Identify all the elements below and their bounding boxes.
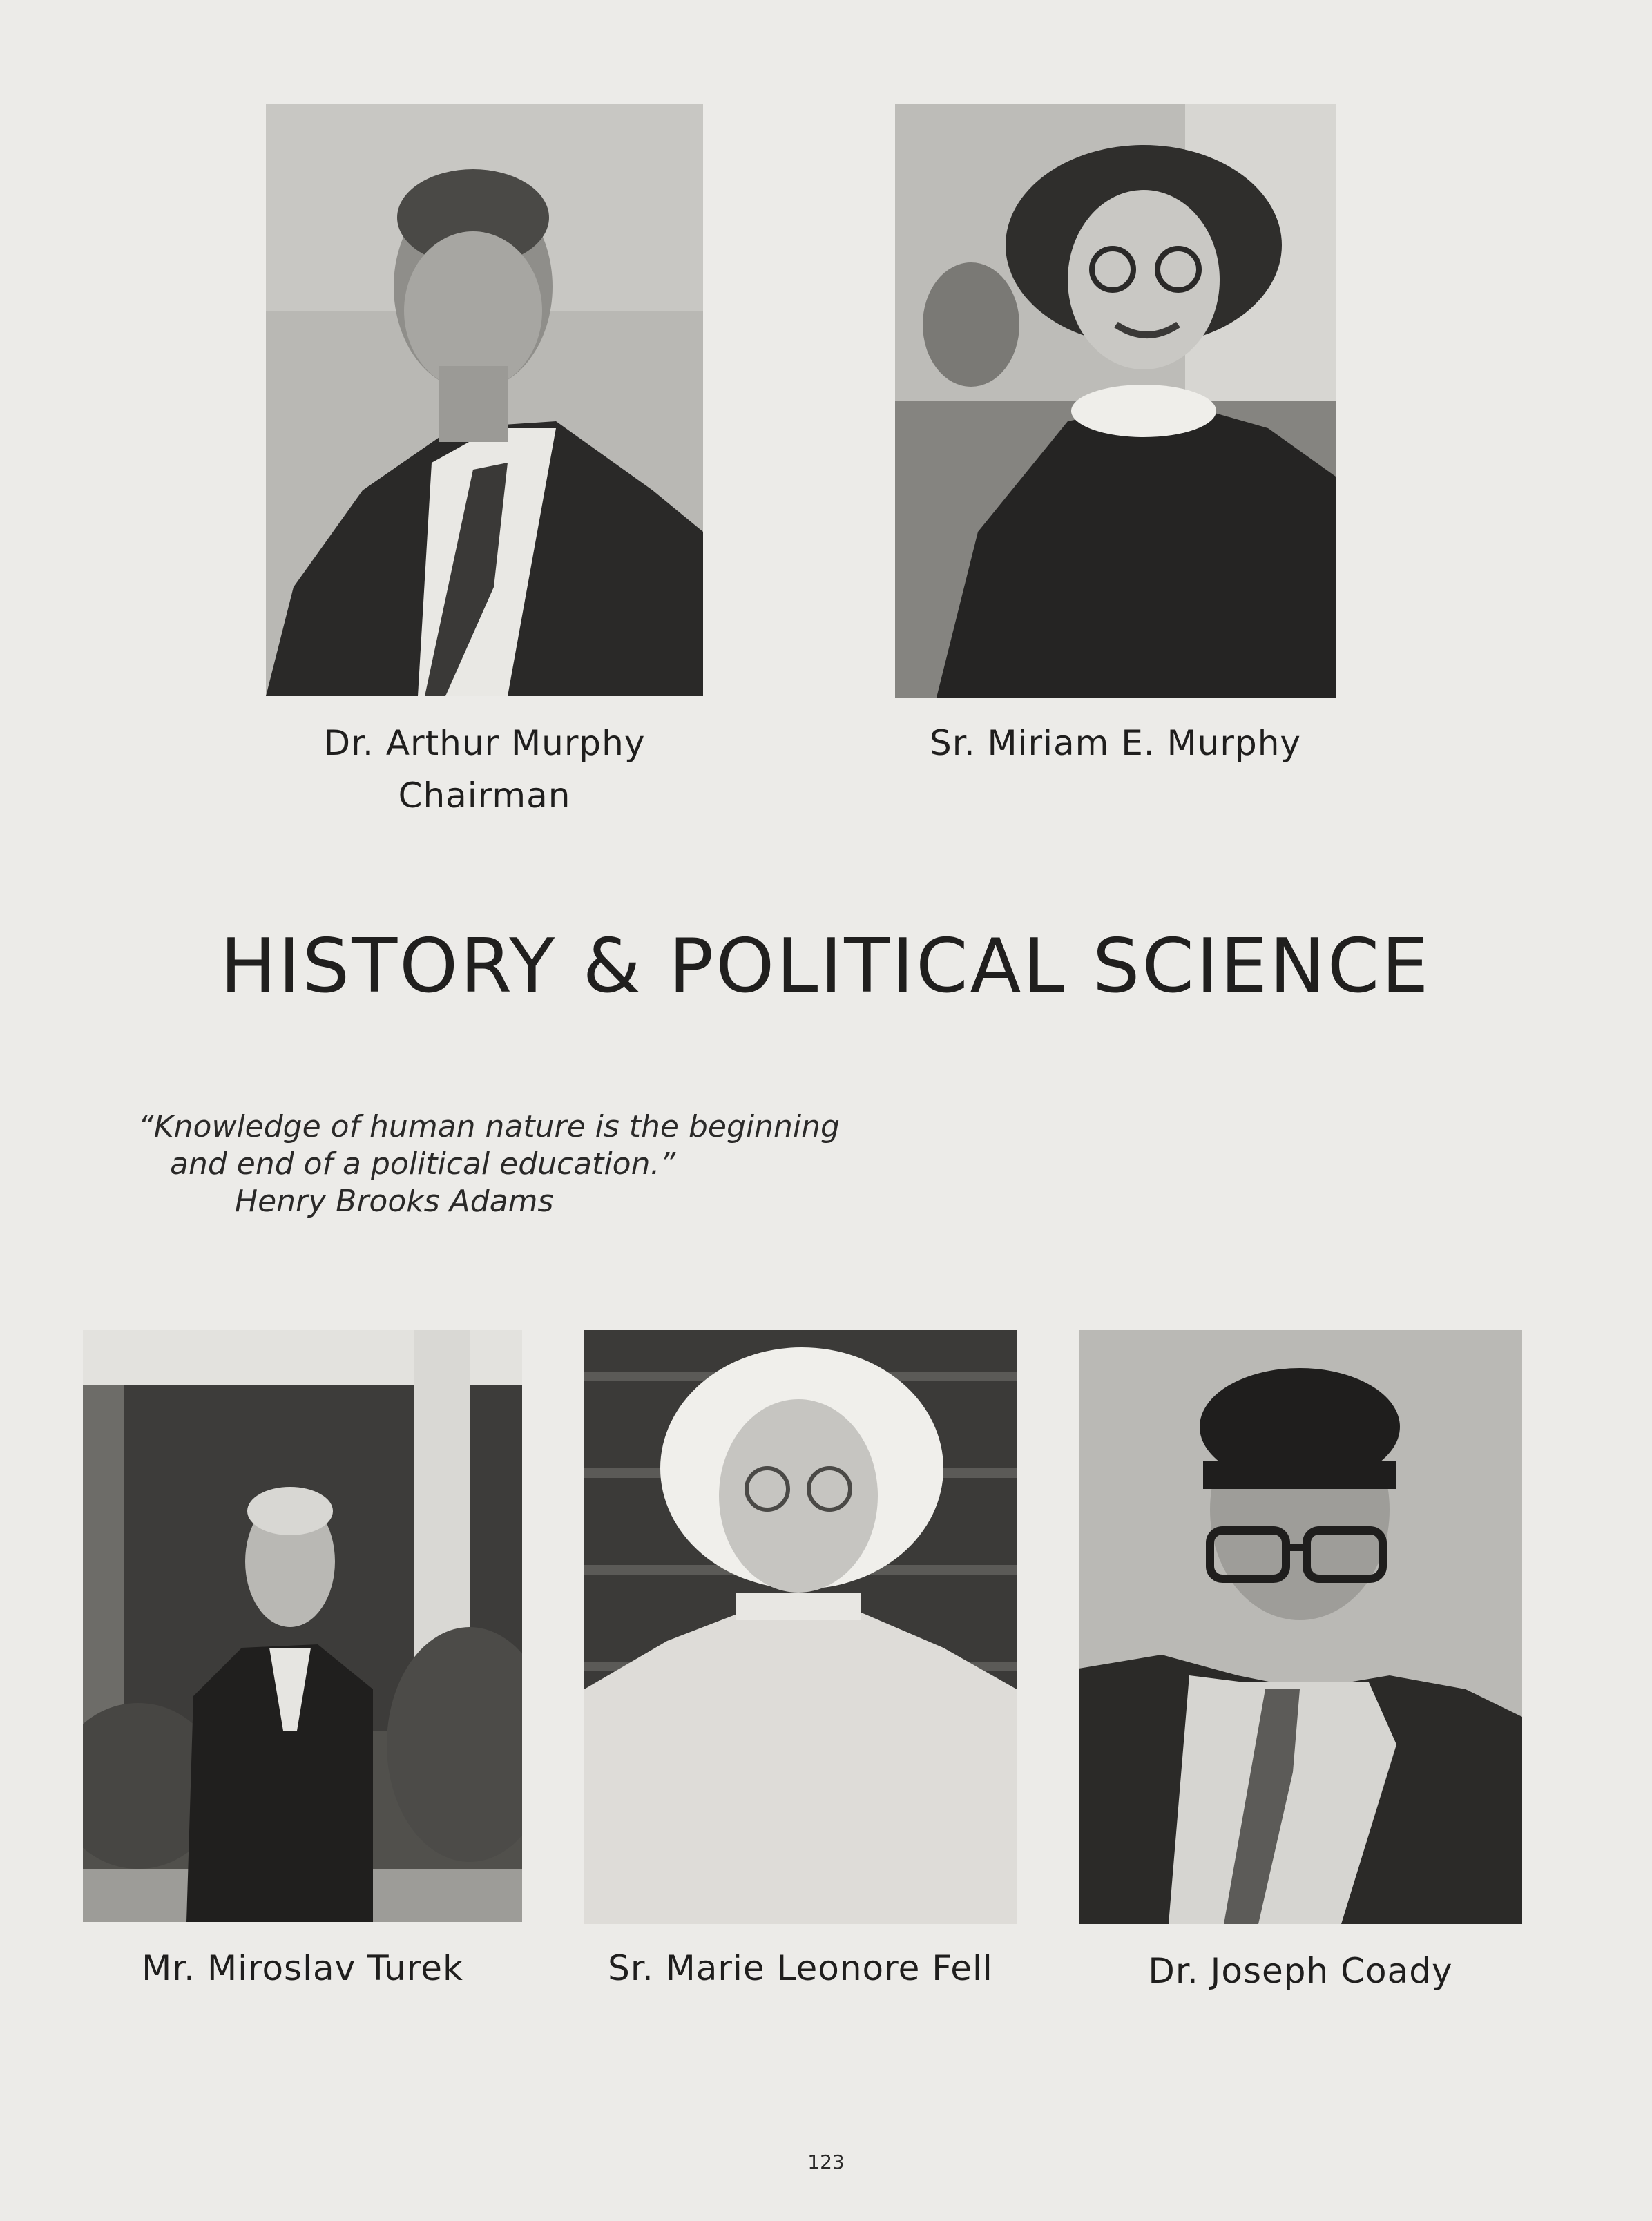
photo-marie-leonore-fell	[584, 1330, 1017, 1924]
faculty-role: Chairman	[398, 776, 571, 816]
faculty-name: Sr. Marie Leonore Fell	[608, 1948, 993, 1988]
caption-miriam-murphy	[895, 717, 1336, 769]
page-number: 123	[807, 2151, 845, 2173]
quote-line: “Knowledge of human nature is the beginning	[138, 1109, 840, 1144]
caption-marie-leonore-fell	[584, 1942, 1017, 1994]
caption-miroslav-turek	[83, 1942, 522, 1994]
caption-arthur-murphy	[266, 717, 703, 822]
photo-miroslav-turek	[83, 1330, 522, 1922]
faculty-name: Sr. Miriam E. Murphy	[930, 723, 1301, 763]
quote-block	[138, 1108, 898, 1220]
quote-attribution: Henry Brooks Adams	[235, 1184, 554, 1219]
faculty-name: Dr. Arthur Murphy	[323, 723, 646, 763]
caption-joseph-coady	[1079, 1945, 1522, 1997]
faculty-name: Dr. Joseph Coady	[1148, 1951, 1453, 1991]
quote-line: and end of a political education.”	[170, 1146, 676, 1182]
faculty-name: Mr. Miroslav Turek	[142, 1948, 463, 1988]
photo-joseph-coady	[1079, 1330, 1522, 1924]
photo-miriam-murphy	[895, 104, 1336, 698]
photo-arthur-murphy	[266, 104, 703, 696]
department-title: HISTORY & POLITICAL SCIENCE	[220, 923, 1431, 1010]
